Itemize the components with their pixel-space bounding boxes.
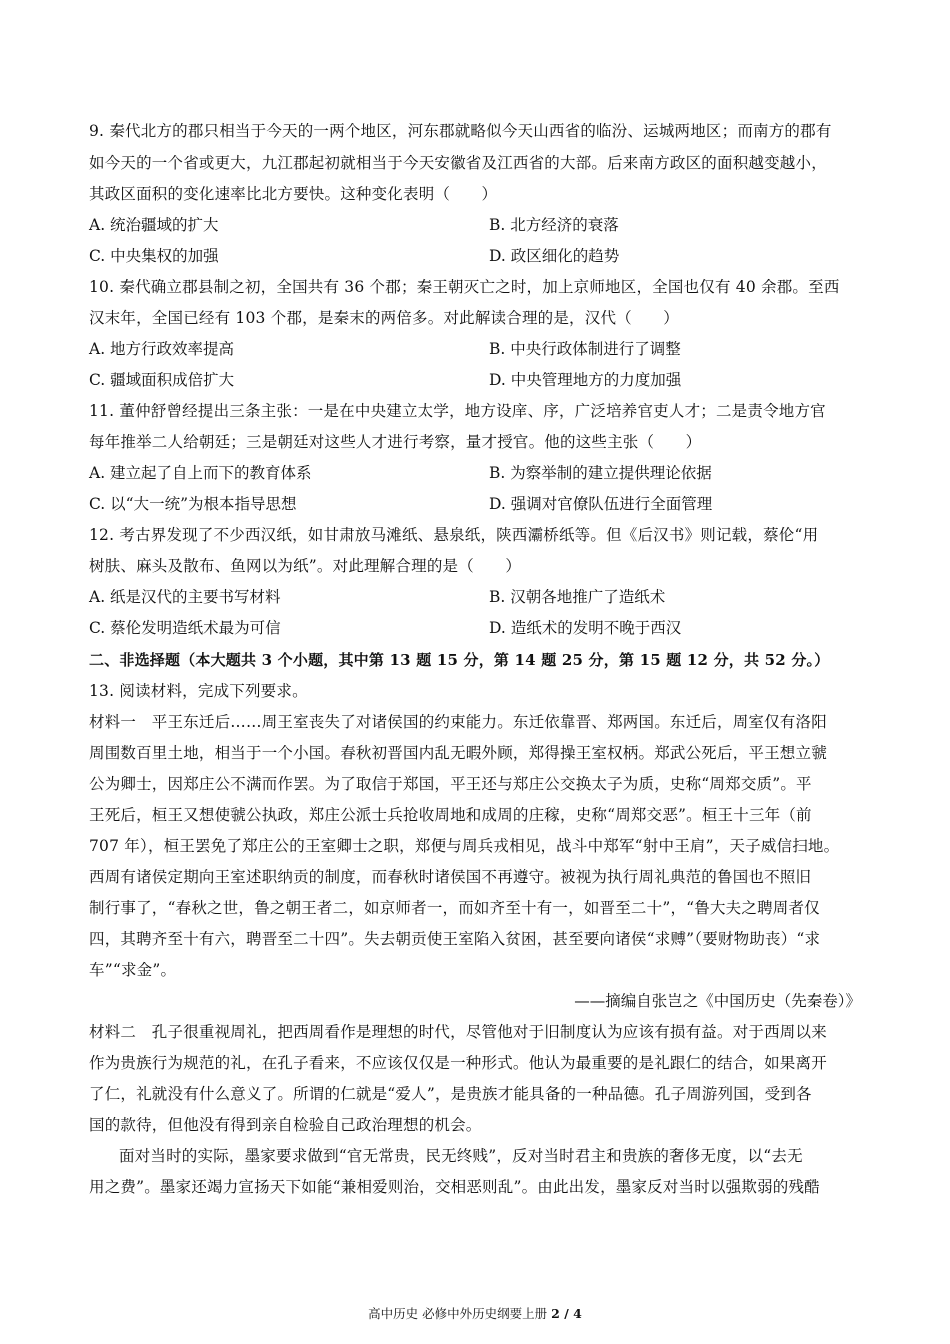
material1-line-9: 车”“求金”。 <box>89 961 177 979</box>
q12-option-b: B. 汉朝各地推广了造纸术 <box>489 588 666 606</box>
material2-line-4: 国的款待，但他没有得到亲自检验自己政治理想的机会。 <box>89 1116 482 1134</box>
q10-option-d: D. 中央管理地方的力度加强 <box>489 371 682 389</box>
q9-option-c: C. 中央集权的加强 <box>89 247 219 265</box>
material2-line-1: 材料二 孔子很重视周礼，把西周看作是理想的时代，尽管他对于旧制度认为应该有损有益。对于西周以来 <box>89 1023 827 1041</box>
q12-option-a: A. 纸是汉代的主要书写材料 <box>89 588 281 606</box>
q9-option-b: B. 北方经济的衰落 <box>489 216 619 234</box>
q10-option-a: A. 地方行政效率提高 <box>89 340 235 358</box>
footer-text: 高中历史 必修中外历史纲要上册 <box>368 1306 548 1321</box>
material2b-line-2: 用之费”。墨家还竭力宣扬天下如能“兼相爱则治，交相恶则乱”。由此出发，墨家反对当时以强欺弱的残酷 <box>89 1178 820 1196</box>
material1-line-2: 周围数百里土地，相当于一个小国。春秋初晋国内乱无暇外顾，郑得操王室权柄。郑武公死后，平王想立虢 <box>89 744 827 762</box>
q11-option-a: A. 建立起了自上而下的教育体系 <box>89 464 312 482</box>
q9-line-3: 其政区面积的变化速率比北方要快。这种变化表明（ ） <box>89 185 498 203</box>
page-footer <box>0 1304 950 1322</box>
material2b-line-1: 面对当时的实际，墨家要求做到“官无常贵，民无终贱”，反对当时君主和贵族的奢侈无度，以“去无 <box>119 1147 803 1165</box>
material2-line-2: 作为贵族行为规范的礼，在孔子看来，不应该仅仅是一种形式。他认为最重要的是礼跟仁的结合，如果离开 <box>89 1054 827 1072</box>
material1-line-3: 公为卿士，因郑庄公不满而作罢。为了取信于郑国，平王还与郑庄公交换太子为质，史称“周郑交质”。平 <box>89 775 812 793</box>
material1-line-8: 四，其聘齐至十有六，聘晋至二十四”。失去朝贡使王室陷入贫困，甚至要向诸侯“求赙”（要财物助丧）“求 <box>89 930 821 948</box>
q10-option-b: B. 中央行政体制进行了调整 <box>489 340 681 358</box>
material1-line-5: 707 年），桓王罢免了郑庄公的王室卿士之职，郑便与周兵戎相见，战斗中郑军“射中王肩”，天子威信扫地。 <box>89 837 840 855</box>
material2-line-3: 了仁，礼就没有什么意义了。所谓的仁就是“爱人”，是贵族才能具备的一种品德。孔子周游列国，受到各 <box>89 1085 812 1103</box>
q10-line-2: 汉末年，全国已经有 103 个郡，是秦末的两倍多。对此解读合理的是，汉代（ ） <box>89 309 679 327</box>
q12-option-d: D. 造纸术的发明不晚于西汉 <box>489 619 682 637</box>
q12-line-1: 12. 考古界发现了不少西汉纸，如甘肃放马滩纸、悬泉纸，陕西灞桥纸等。但《后汉书》则记载，蔡伦“用 <box>89 526 819 544</box>
q11-option-b: B. 为察举制的建立提供理论依据 <box>489 464 712 482</box>
q11-line-1: 11. 董仲舒曾经提出三条主张：一是在中央建立太学，地方设庠、序，广泛培养官吏人才；二是责令地方官 <box>89 402 826 420</box>
material1-line-4: 王死后，桓王又想使虢公执政，郑庄公派士兵抢收周地和成周的庄稼，史称“周郑交恶”。桓王十三年（前 <box>89 806 812 824</box>
material1-source: ——摘编自张岂之《中国历史（先秦卷）》 <box>574 992 861 1010</box>
material1-line-1: 材料一 平王东迁后……周王室丧失了对诸侯国的约束能力。东迁依靠晋、郑两国。东迁后，周室仅有洛阳 <box>89 713 827 731</box>
q9-line-1: 9. 秦代北方的郡只相当于今天的一两个地区，河东郡就略似今天山西省的临汾、运城两地区；而南方的郡有 <box>89 122 832 140</box>
page-number: 2 / 4 <box>551 1306 582 1321</box>
material1-line-6: 西周有诸侯定期向王室述职纳贡的制度，而春秋时诸侯国不再遵守。被视为执行周礼典范的鲁国也不照旧 <box>89 868 812 886</box>
q11-line-2: 每年推举二人给朝廷；三是朝廷对这些人才进行考察，量才授官。他的这些主张（ ） <box>89 433 702 451</box>
q11-option-d: D. 强调对官僚队伍进行全面管理 <box>489 495 713 513</box>
q10-line-1: 10. 秦代确立郡县制之初，全国共有 36 个郡；秦王朝灭亡之时，加上京师地区，全国也仅有 40 余郡。至西 <box>89 278 840 296</box>
q9-option-a: A. 统治疆域的扩大 <box>89 216 219 234</box>
q13-prompt: 13. 阅读材料，完成下列要求。 <box>89 682 308 700</box>
section-heading: 二、非选择题（本大题共 3 个小题，其中第 13 题 15 分，第 14 题 25 分，第 15 题 12 分，共 52 分。） <box>89 651 830 669</box>
material1-line-7: 制行事了，“春秋之世，鲁之朝王者二，如京师者一，而如齐至十有一，如晋至二十”，“鲁大夫之聘周者仅 <box>89 899 820 917</box>
q9-option-d: D. 政区细化的趋势 <box>489 247 620 265</box>
q12-line-2: 树肤、麻头及散布、鱼网以为纸”。对此理解合理的是（ ） <box>89 557 522 575</box>
q12-option-c: C. 蔡伦发明造纸术最为可信 <box>89 619 281 637</box>
q11-option-c: C. 以“大一统”为根本指导思想 <box>89 495 297 513</box>
q9-line-2: 如今天的一个省或更大，九江郡起初就相当于今天安徽省及江西省的大部。后来南方政区的面积越变越小， <box>89 154 827 172</box>
q10-option-c: C. 疆域面积成倍扩大 <box>89 371 235 389</box>
